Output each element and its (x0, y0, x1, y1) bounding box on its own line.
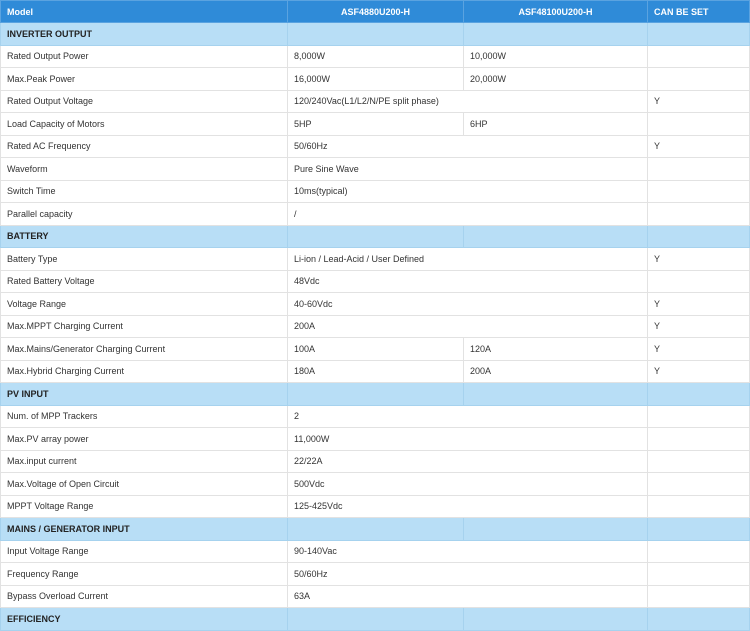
row-value: 500Vdc (288, 473, 648, 496)
row-label: Battery Type (1, 248, 288, 271)
table-row (1, 338, 750, 361)
row-value: 63A (288, 585, 648, 608)
table-row (1, 113, 750, 136)
row-label: Frequency Range (1, 563, 288, 586)
row-can-be-set: Y (648, 248, 750, 271)
row-can-be-set (648, 270, 750, 293)
row-label: Waveform (1, 158, 288, 181)
table-row (1, 495, 750, 518)
section-title: MAINS / GENERATOR INPUT (1, 518, 288, 541)
section-title: PV INPUT (1, 383, 288, 406)
row-can-be-set (648, 495, 750, 518)
row-value: 10ms(typical) (288, 180, 648, 203)
table-row (1, 248, 750, 271)
row-label: Input Voltage Range (1, 540, 288, 563)
row-can-be-set (648, 428, 750, 451)
section-title: BATTERY (1, 225, 288, 248)
row-can-be-set: Y (648, 90, 750, 113)
row-can-be-set (648, 563, 750, 586)
section-row (1, 23, 750, 46)
table-row (1, 135, 750, 158)
row-can-be-set (648, 180, 750, 203)
section-spacer (288, 608, 464, 631)
header-can-be-set: CAN BE SET (648, 1, 750, 23)
section-spacer (464, 225, 648, 248)
table-row (1, 563, 750, 586)
section-title: INVERTER OUTPUT (1, 23, 288, 46)
section-spacer (648, 23, 750, 46)
table-row (1, 90, 750, 113)
section-spacer (648, 225, 750, 248)
row-label: Max.Hybrid Charging Current (1, 360, 288, 383)
row-label: Parallel capacity (1, 203, 288, 226)
row-can-be-set (648, 45, 750, 68)
row-can-be-set: Y (648, 315, 750, 338)
table-row (1, 585, 750, 608)
table-row (1, 270, 750, 293)
header-row (1, 1, 750, 23)
row-can-be-set: Y (648, 293, 750, 316)
row-label: Max.PV array power (1, 428, 288, 451)
row-value: 200A (288, 315, 648, 338)
section-spacer (648, 383, 750, 406)
row-can-be-set (648, 113, 750, 136)
section-row (1, 608, 750, 631)
row-value-b: 10,000W (464, 45, 648, 68)
row-can-be-set: Y (648, 338, 750, 361)
table-row (1, 158, 750, 181)
section-spacer (288, 383, 464, 406)
row-can-be-set (648, 540, 750, 563)
section-title: EFFICIENCY (1, 608, 288, 631)
row-label: Load Capacity of Motors (1, 113, 288, 136)
section-row (1, 225, 750, 248)
row-value: Li-ion / Lead-Acid / User Defined (288, 248, 648, 271)
row-can-be-set: Y (648, 360, 750, 383)
row-value: / (288, 203, 648, 226)
row-can-be-set: Y (648, 135, 750, 158)
row-can-be-set (648, 585, 750, 608)
row-label: MPPT Voltage Range (1, 495, 288, 518)
section-spacer (648, 608, 750, 631)
row-value-a: 8,000W (288, 45, 464, 68)
row-value: 125-425Vdc (288, 495, 648, 518)
row-label: Rated Battery Voltage (1, 270, 288, 293)
table-row (1, 45, 750, 68)
row-label: Max.input current (1, 450, 288, 473)
table-row (1, 450, 750, 473)
header-model: Model (1, 1, 288, 23)
row-value-a: 5HP (288, 113, 464, 136)
row-value: 2 (288, 405, 648, 428)
section-spacer (464, 518, 648, 541)
row-label: Switch Time (1, 180, 288, 203)
row-can-be-set (648, 203, 750, 226)
section-row (1, 518, 750, 541)
section-row (1, 383, 750, 406)
row-value-b: 200A (464, 360, 648, 383)
row-value: 50/60Hz (288, 135, 648, 158)
row-can-be-set (648, 450, 750, 473)
table-row (1, 428, 750, 451)
section-spacer (464, 383, 648, 406)
section-spacer (288, 225, 464, 248)
table-row (1, 315, 750, 338)
header-col-a: ASF4880U200-H (288, 1, 464, 23)
row-value: 50/60Hz (288, 563, 648, 586)
table-row (1, 180, 750, 203)
row-value-b: 20,000W (464, 68, 648, 91)
row-value: 11,000W (288, 428, 648, 451)
row-value: 48Vdc (288, 270, 648, 293)
row-label: Rated Output Voltage (1, 90, 288, 113)
row-label: Rated Output Power (1, 45, 288, 68)
row-value: Pure Sine Wave (288, 158, 648, 181)
row-value-a: 16,000W (288, 68, 464, 91)
row-label: Bypass Overload Current (1, 585, 288, 608)
row-label: Max.Mains/Generator Charging Current (1, 338, 288, 361)
row-can-be-set (648, 405, 750, 428)
row-label: Voltage Range (1, 293, 288, 316)
row-can-be-set (648, 68, 750, 91)
row-can-be-set (648, 158, 750, 181)
table-header (1, 1, 750, 23)
row-label: Rated AC Frequency (1, 135, 288, 158)
row-label: Max.Peak Power (1, 68, 288, 91)
row-label: Max.Voltage of Open Circuit (1, 473, 288, 496)
row-value: 22/22A (288, 450, 648, 473)
section-spacer (288, 23, 464, 46)
table-row (1, 360, 750, 383)
table-row (1, 203, 750, 226)
section-spacer (648, 518, 750, 541)
header-col-b: ASF48100U200-H (464, 1, 648, 23)
table-row (1, 540, 750, 563)
table-row (1, 293, 750, 316)
row-value-b: 120A (464, 338, 648, 361)
section-spacer (464, 23, 648, 46)
table-row (1, 473, 750, 496)
row-value-a: 100A (288, 338, 464, 361)
row-label: Max.MPPT Charging Current (1, 315, 288, 338)
section-spacer (288, 518, 464, 541)
section-spacer (464, 608, 648, 631)
row-value: 40-60Vdc (288, 293, 648, 316)
row-value: 120/240Vac(L1/L2/N/PE split phase) (288, 90, 648, 113)
table-body (1, 23, 750, 631)
row-label: Num. of MPP Trackers (1, 405, 288, 428)
row-value-b: 6HP (464, 113, 648, 136)
table-row (1, 68, 750, 91)
row-value-a: 180A (288, 360, 464, 383)
table-row (1, 405, 750, 428)
row-value: 90-140Vac (288, 540, 648, 563)
row-can-be-set (648, 473, 750, 496)
